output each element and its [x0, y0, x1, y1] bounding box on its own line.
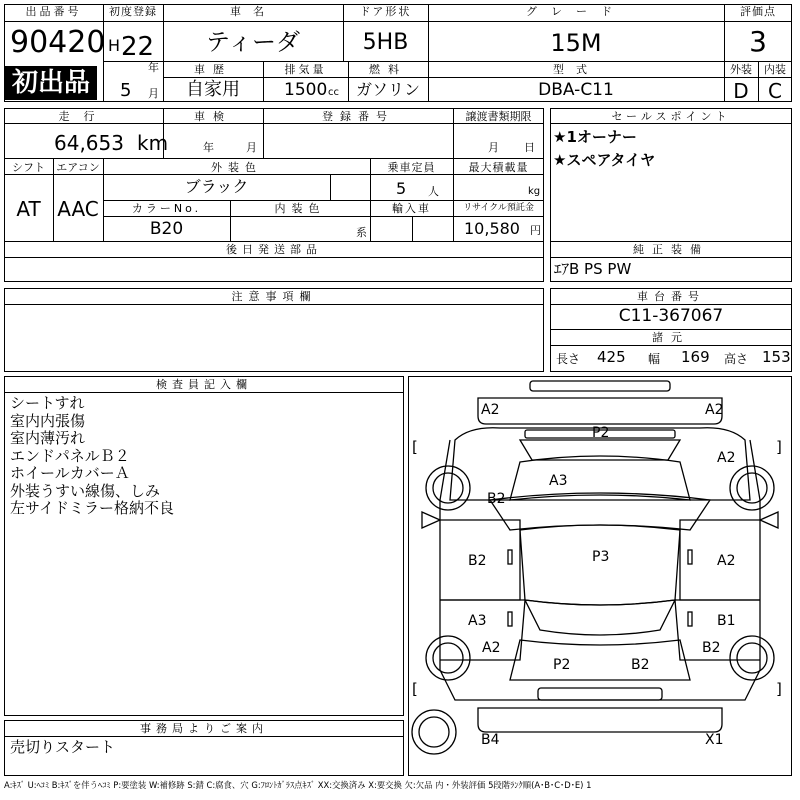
color-no: B20 — [149, 219, 184, 239]
grade-label: グレード — [526, 5, 626, 18]
height: 153 — [762, 348, 791, 366]
year: 22 — [121, 32, 155, 62]
lot-no: 90420 — [10, 25, 106, 60]
ac-type: AAC — [57, 197, 99, 221]
int-color-label: 内装色 — [274, 202, 326, 215]
inspector-line: 左サイドミラー格納不良 — [10, 499, 174, 517]
registration-no-label: 登録番号 — [322, 110, 394, 123]
mileage-unit: km — [137, 131, 169, 155]
inspector-line: シートすれ — [10, 394, 85, 412]
mark-front-left-corner: A2 — [481, 402, 500, 418]
sales-point-1: ★1オーナー — [553, 128, 637, 146]
mileage: 64,653 — [54, 131, 124, 155]
chassis-no: C11-367067 — [618, 306, 724, 326]
month: 5 — [120, 80, 132, 101]
later-parts-label: 後日発送部品 — [226, 243, 322, 256]
year-unit: 年 — [148, 61, 159, 74]
history-label: 車歴 — [194, 63, 232, 76]
displacement-unit: cc — [328, 87, 339, 98]
inspector-line: エンドパネルＢ２ — [10, 446, 130, 465]
mark-left-rear-quarter: A2 — [482, 640, 501, 656]
inspection-year-unit: 年 — [203, 141, 214, 154]
ext-color: ブラック — [184, 177, 249, 196]
mark-hood: P2 — [592, 425, 610, 441]
ac-label: エアコン — [56, 161, 100, 174]
mark-right-rear-quarter: B2 — [702, 640, 721, 656]
model-label: 型式 — [553, 63, 599, 76]
inspector-line: ホイールカバーＡ — [10, 464, 130, 482]
width: 169 — [681, 348, 710, 366]
mark-spare-right: X1 — [705, 732, 724, 748]
capacity: 5 — [396, 179, 407, 198]
history: 自家用 — [186, 79, 240, 100]
color-no-label: カラーNo. — [131, 202, 202, 215]
score: 3 — [749, 25, 767, 58]
transfer-deadline-label: 譲渡書類期限 — [465, 110, 532, 123]
capacity-label: 乗車定員 — [387, 161, 436, 174]
inspector-line: 室内内張傷 — [10, 411, 86, 430]
door-type: 5HB — [362, 30, 409, 55]
lot-no-label: 出品番号 — [25, 5, 82, 18]
era: H — [108, 36, 121, 55]
inspection-month-unit: 月 — [246, 141, 257, 154]
equipment: ｴｱB PS PW — [554, 260, 632, 278]
score-label: 評価点 — [740, 5, 776, 18]
exterior-grade: D — [733, 79, 749, 103]
grade: 15M — [550, 29, 602, 57]
mark-left-rear-door: A3 — [468, 613, 487, 629]
capacity-unit: 人 — [428, 185, 439, 198]
ext-color-label: 外装色 — [211, 161, 262, 174]
month-unit: 月 — [148, 87, 159, 100]
damage-legend: A:ｷｽﾞ U:ﾍｺﾐ B:ｷｽﾞを伴うﾍｺﾐ P:要塗装 W:補修跡 S:錆 C:腐食、穴 G:ﾌﾛﾝﾄｶﾞﾗｽ点ｷｽﾞ XX:交換済み X:要交換 欠:欠品 内・外装評価 5段階ﾗﾝｸ順(A･B･C･D･E) 1 — [4, 780, 592, 790]
mark-right-front-fender: A2 — [717, 450, 736, 466]
import-label: 輸入車 — [392, 202, 431, 215]
interior-label: 内装 — [764, 63, 786, 76]
mark-roof: P3 — [592, 549, 610, 565]
first-listing-badge: 初出品 — [5, 66, 97, 100]
max-load-unit: kg — [528, 186, 541, 197]
mark-front-right-corner: A2 — [705, 402, 724, 418]
bracket-right-close: ] — [776, 680, 782, 698]
first-registration-label: 初度登録 — [109, 5, 157, 18]
shift-label: シフト — [12, 161, 45, 174]
car-name-label: 車名 — [230, 5, 276, 18]
recycle-unit: 円 — [530, 224, 541, 237]
height-label: 高さ — [724, 352, 749, 366]
recycle-amount: 10,580 — [464, 219, 520, 238]
length: 425 — [597, 348, 626, 366]
mark-right-front-door: A2 — [717, 553, 736, 569]
equipment-label: 純正装備 — [633, 243, 709, 256]
car-name: ティーダ — [205, 28, 301, 56]
fuel-label: 燃料 — [369, 63, 407, 76]
transfer-day-unit: 日 — [524, 141, 535, 154]
int-color-unit: 系 — [356, 226, 367, 239]
caution-label: 注意事項欄 — [231, 290, 317, 303]
width-label: 幅 — [648, 352, 661, 366]
inspector-line: 室内薄汚れ — [10, 429, 86, 447]
mark-spare-left: B4 — [481, 732, 500, 748]
exterior-label: 外装 — [730, 63, 752, 76]
car-diagram — [408, 376, 792, 776]
mark-windshield: A3 — [549, 473, 568, 489]
inspector-label: 検査員記入欄 — [156, 378, 252, 391]
mark-left-front-door: B2 — [468, 553, 487, 569]
dims-label: 諸元 — [652, 331, 690, 344]
model-code: DBA-C11 — [538, 80, 614, 100]
mark-right-rear-door: B1 — [717, 613, 736, 629]
interior-grade: C — [768, 79, 782, 103]
length-label: 長さ — [556, 352, 581, 366]
mileage-label: 走行 — [58, 110, 109, 123]
chassis-label: 車台番号 — [637, 290, 705, 303]
office-text: 売切りスタート — [10, 738, 116, 756]
inspector-line: 外装うすい線傷、しみ — [10, 481, 161, 500]
displacement-label: 排気量 — [284, 63, 327, 76]
displacement: 1500 — [284, 80, 328, 100]
fuel: ガソリン — [355, 80, 420, 99]
bracket-left-open: [ — [412, 438, 418, 456]
mark-rear-right: B2 — [631, 657, 650, 673]
transfer-month-unit: 月 — [488, 141, 499, 154]
recycle-label: リサイクル預託金 — [463, 203, 534, 213]
inspector-lines — [10, 395, 174, 518]
office-label: 事務局よりご案内 — [140, 722, 268, 735]
bracket-left-open: [ — [412, 680, 418, 698]
mark-rear-left: P2 — [553, 657, 571, 673]
sales-point-2: ★スペアタイヤ — [553, 151, 656, 169]
bracket-right-close: ] — [776, 438, 782, 456]
inspection-label: 車検 — [194, 110, 232, 123]
shift: AT — [16, 197, 41, 221]
door-type-label: ドア形状 — [359, 5, 412, 18]
mark-left-front-fender: B2 — [487, 491, 506, 507]
sales-point-label: セールスポイント — [611, 110, 731, 123]
max-load-label: 最大積載量 — [468, 161, 529, 174]
